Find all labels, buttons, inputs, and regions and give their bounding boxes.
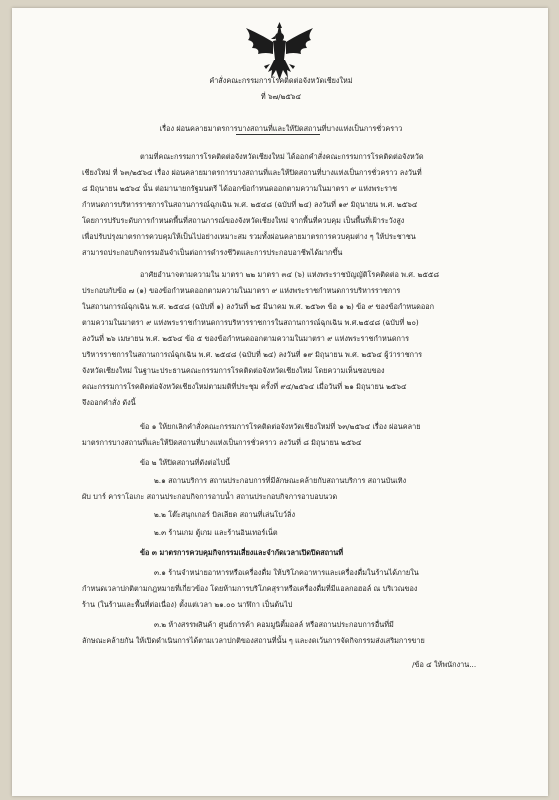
clause-2-item: ๒.๒ โต๊ะสนุกเกอร์ บิลเลียด สถานที่เล่นโบว์ลิ่ง (154, 510, 296, 519)
clause-3-item: ลักษณะคล้ายกัน ให้เปิดดำเนินการได้ตามเวลาปกติของสถานที่นั้น ๆ และงดเว้นการจัดกิจกรรมส่งเสริมการขาย (82, 636, 425, 645)
paragraph-line: บริหารราชการในสถานการณ์ฉุกเฉิน พ.ศ. ๒๕๔๘ (ฉบับที่ ๒๔) ลงวันที่ ๑๙ มิถุนายน พ.ศ. ๒๕๖๔ ผู้ว่าราชการ (82, 350, 423, 359)
paragraph-line: คณะกรรมการโรคติดต่อจังหวัดเชียงใหม่ตามมติที่ประชุม ครั้งที่ ๙๔/๒๕๖๔ เมื่อวันที่ ๒๑ มิถุนายน ๒๕๖๔ (82, 382, 407, 391)
paragraph-line: ๘ มิถุนายน ๒๕๖๔ นั้น ต่อมานายกรัฐมนตรี ได้ออกข้อกำหนดออกตามความในมาตรา ๙ แห่งพระราช (82, 184, 398, 193)
paragraph-line: กำหนดการบริหารราชการในสถานการณ์ฉุกเฉิน พ.ศ. ๒๕๔๘ (ฉบับที่ ๒๔) ลงวันที่ ๑๙ มิถุนายน พ.ศ. ๒๕๖๔ (82, 200, 418, 209)
paragraph-line: เชียงใหม่ ที่ ๖๓/๒๕๖๔ เรื่อง ผ่อนคลายมาตรการบางสถานที่และให้ปิดสถานที่บางแห่งเป็นการชั่วคราว ลงวันที่ (82, 168, 422, 177)
paragraph-line: ตามความในมาตรา ๙ แห่งพระราชกำหนดการบริหารราชการในสถานการณ์ฉุกเฉิน พ.ศ.๒๕๔๘ (ฉบับที่ ๒๐) (82, 318, 419, 327)
paragraph-line: ตามที่คณะกรรมการโรคติดต่อจังหวัดเชียงใหม่ ได้ออกคำสั่งคณะกรรมการโรคติดต่อจังหวัด (140, 152, 424, 161)
clause-3-heading: ข้อ ๓ มาตรการควบคุมกิจกรรมเสี่ยงและจำกัดเวลาเปิดปิดสถานที่ (140, 548, 344, 557)
order-number: ที่ ๖๗/๒๕๖๔ (260, 92, 302, 101)
order-title: คำสั่งคณะกรรมการโรคติดต่อจังหวัดเชียงใหม่ (209, 76, 353, 85)
clause-2-heading: ข้อ ๒ ให้ปิดสถานที่ดังต่อไปนี้ (140, 458, 231, 467)
clause-2-item: ผับ บาร์ คาราโอเกะ สถานประกอบกิจการอาบน้ำ สถานประกอบกิจการอาบอบนวด (82, 492, 338, 501)
paragraph-line: โดยการปรับระดับการกำหนดพื้นที่สถานการณ์ของจังหวัดเชียงใหม่ จากพื้นที่ควบคุม เป็นพื้นที่เฝ้าระวังสูง (82, 216, 405, 225)
clause-1-line: ข้อ ๑ ให้ยกเลิกคำสั่งคณะกรรมการโรคติดต่อจังหวัดเชียงใหม่ที่ ๖๓/๒๕๖๔ เรื่อง ผ่อนคลาย (140, 422, 421, 431)
clause-3-item: ๓.๑ ร้านจำหน่ายอาหารหรือเครื่องดื่ม ให้บริโภคอาหารและเครื่องดื่มในร้านได้ภายใน (154, 568, 419, 577)
clause-3-item: ร้าน (ในร้านและพื้นที่ต่อเนื่อง) ตั้งแต่เวลา ๒๑.๐๐ นาฬิกา เป็นต้นไป (82, 600, 293, 609)
order-subject: เรื่อง ผ่อนคลายมาตรการบางสถานที่และให้ปิดสถานที่บางแห่งเป็นการชั่วคราว (159, 124, 403, 133)
continued-note: /ข้อ ๔ ให้พนักงาน... (412, 660, 477, 669)
clause-3-item: ๓.๒ ห้างสรรพสินค้า ศูนย์การค้า คอมมูนิตี้มอลล์ หรือสถานประกอบการอื่นที่มี (154, 620, 394, 629)
paragraph-line: ในสถานการณ์ฉุกเฉิน พ.ศ. ๒๕๔๘ (ฉบับที่ ๑) ลงวันที่ ๒๕ มีนาคม พ.ศ. ๒๕๖๓ ข้อ ๑ ๒) ข้อ ๙ ของข้อกำหนดออก (82, 302, 435, 311)
document-page (12, 8, 548, 796)
paragraph-line: จังหวัดเชียงใหม่ ในฐานะประธานคณะกรรมการโรคติดต่อจังหวัดเชียงใหม่ โดยความเห็นชอบของ (82, 366, 385, 375)
paragraph-line: ประกอบกับข้อ ๗ (๑) ของข้อกำหนดออกตามความในมาตรา ๙ แห่งพระราชกำหนดการบริหารราชการ (82, 286, 401, 295)
paragraph-line: จึงออกคำสั่ง ดังนี้ (82, 398, 136, 407)
clause-2-item: ๒.๑ สถานบริการ สถานประกอบการที่มีลักษณะคล้ายกับสถานบริการ สถานบันเทิง (154, 476, 407, 485)
clause-1-line: มาตรการบางสถานที่และให้ปิดสถานที่บางแห่งเป็นการชั่วคราว ลงวันที่ ๘ มิถุนายน ๒๕๖๔ (82, 438, 362, 447)
separator-line (236, 134, 320, 135)
clause-3-item: กำหนดเวลาปกติตามกฎหมายที่เกี่ยวข้อง โดยห้ามการบริโภคสุราหรือเครื่องดื่มที่มีแอลกอฮอล์ ณ บริเวณของ (82, 584, 418, 593)
paragraph-line: สามารถประกอบกิจกรรมอันจำเป็นต่อการดำรงชีวิตและการประกอบอาชีพได้มากขึ้น (82, 248, 343, 257)
paragraph-line: เพื่อปรับปรุงมาตรการควบคุมให้เป็นไปอย่างเหมาะสม รวมทั้งผ่อนคลายมาตรการควบคุมต่าง ๆ ให้ประชาชน (82, 232, 416, 241)
clause-2-item: ๒.๓ ร้านเกม ตู้เกม และร้านอินเทอร์เน็ต (154, 528, 278, 537)
paragraph-line: อาศัยอำนาจตามความใน มาตรา ๒๒ มาตรา ๓๔ (๖) แห่งพระราชบัญญัติโรคติดต่อ พ.ศ. ๒๕๕๘ (140, 270, 440, 279)
paragraph-line: ลงวันที่ ๒๖ เมษายน พ.ศ. ๒๕๖๔ ข้อ ๕ ของข้อกำหนดออกตามความในมาตรา ๙ แห่งพระราชกำหนดการ (82, 334, 409, 343)
